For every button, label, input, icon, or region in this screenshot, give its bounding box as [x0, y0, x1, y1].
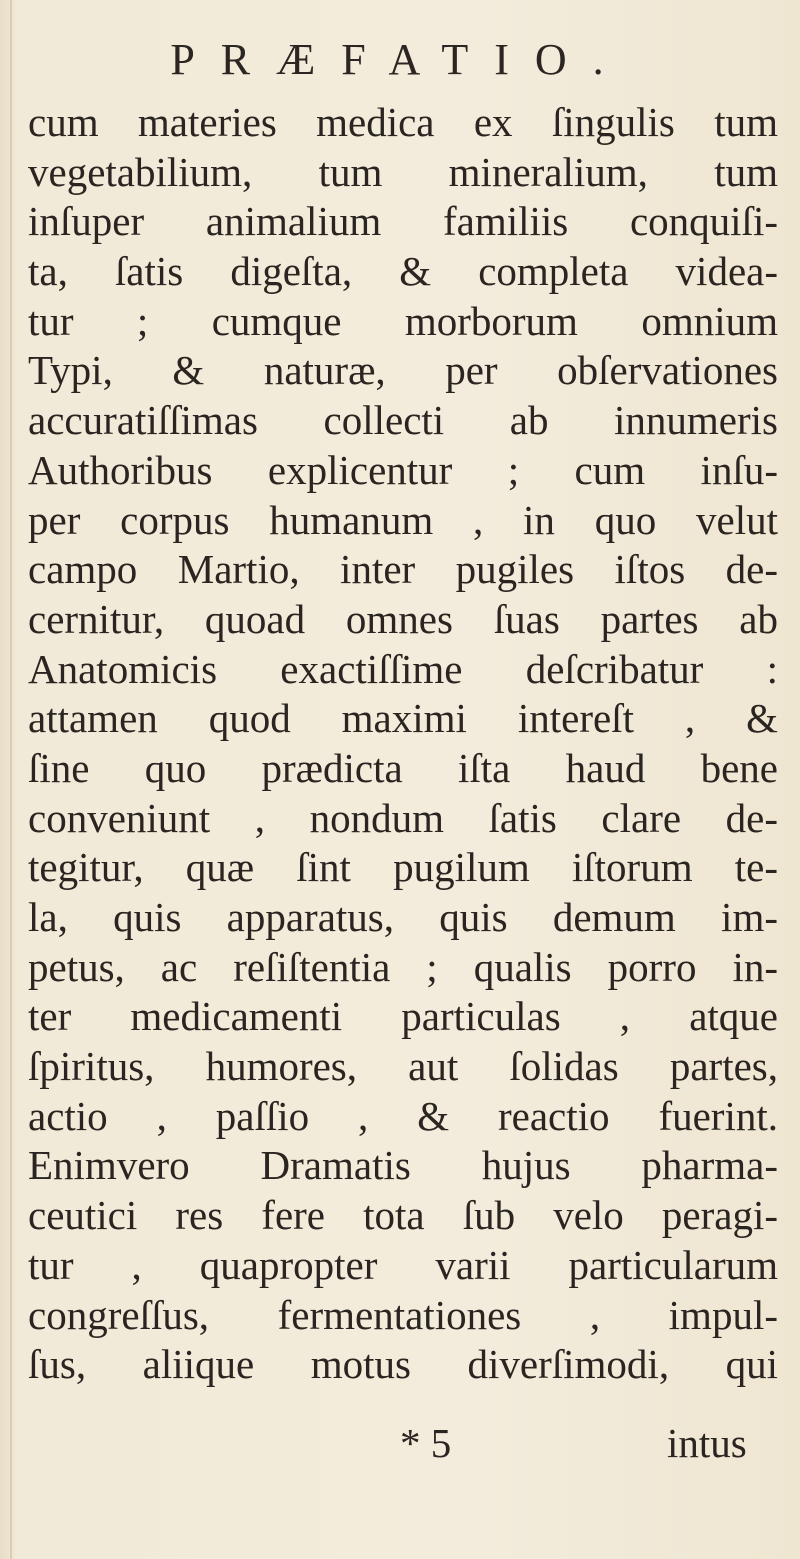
text-line: petus, ac reſiſtentia ; qualis porro in-	[28, 943, 778, 990]
body-text	[28, 98, 778, 1390]
text-line: Anatomicis exactiſſime deſcribatur :	[28, 645, 778, 692]
text-line: ſine quo prædicta iſta haud bene	[28, 744, 778, 791]
text-line: cum materies medica ex ſingulis tum	[28, 99, 778, 145]
text-line: ter medicamenti particulas , atque	[28, 993, 778, 1040]
text-line: tur , quapropter varii particularum	[28, 1241, 778, 1288]
text-line: Authoribus explicentur ; cum inſu-	[28, 446, 778, 493]
text-line: campo Martio, inter pugiles iſtos de-	[28, 546, 778, 593]
text-line: tur ; cumque morborum omnium	[28, 297, 778, 344]
text-line: congreſſus, fermentationes , impul-	[28, 1291, 778, 1338]
text-line: conveniunt , nondum ſatis clare de-	[28, 794, 778, 841]
text-line: ta, ſatis digeſta, & completa videa-	[28, 248, 778, 295]
page-footer	[0, 1418, 800, 1468]
text-line: la, quis apparatus, quis demum im-	[28, 894, 778, 940]
text-line: Typi, & naturæ, per obſervationes	[28, 347, 778, 394]
text-line: accuratiſſimas collecti ab innumeris	[28, 397, 778, 444]
text-line: actio , paſſio , & reactio fuerint.	[28, 1092, 778, 1139]
text-line: tegitur, quæ ſint pugilum iſtorum te-	[28, 844, 778, 891]
signature-mark: * 5	[400, 1420, 452, 1466]
text-line: ceutici res fere tota ſub velo peragi-	[28, 1192, 778, 1239]
catchword: intus	[667, 1420, 747, 1466]
text-line: inſuper animalium familiis conquiſi-	[28, 198, 778, 245]
text-line: Enimvero Dramatis hujus pharma-	[28, 1142, 778, 1189]
text-line: attamen quod maximi intereſt , &	[28, 695, 778, 742]
text-line: ſpiritus, humores, aut ſolidas partes,	[28, 1043, 778, 1090]
text-line: cernitur, quoad omnes ſuas partes ab	[28, 595, 778, 642]
running-head: PRÆFATIO.	[170, 35, 630, 84]
page-gutter	[10, 0, 12, 1559]
text-line: per corpus humanum , in quo velut	[28, 496, 778, 543]
text-line: ſus, aliique motus diverſimodi, qui	[28, 1341, 778, 1388]
text-line: vegetabilium, tum mineralium, tum	[28, 148, 778, 195]
